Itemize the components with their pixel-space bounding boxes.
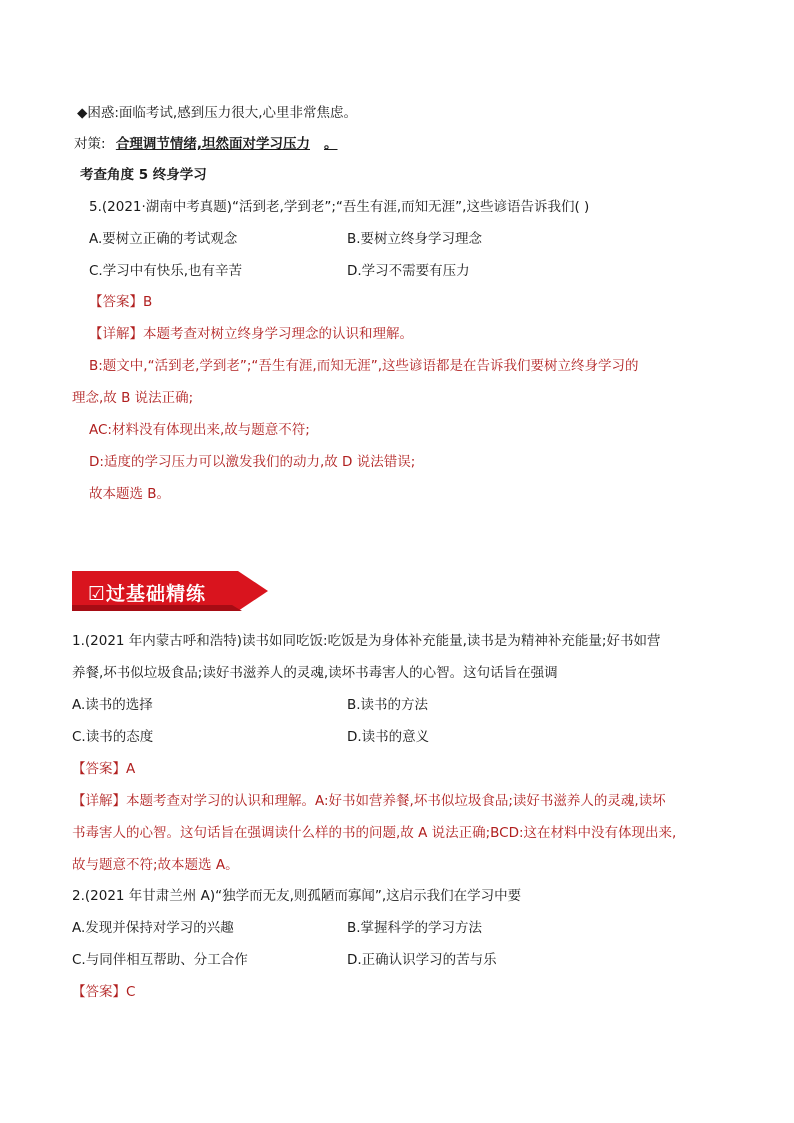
q5-expl-1: B:题文中,“活到老,学到老”;“吾生有涯,而知无涯”,这些谚语都是在告诉我们要树立终身学习的 [89,358,639,374]
q1-stem-line-2: 养餐,坏书似垃圾食品;读好书滋养人的灵魂,读坏书毒害人的心智。这句话旨在强调 [72,665,558,681]
banner-title [88,579,206,606]
q2-answer: 【答案】C [72,984,136,1000]
q1-detail-1: 【详解】本题考查对学习的认识和理解。A:好书如营养餐,坏书似垃圾食品;读好书滋养人的灵魂,读坏 [72,793,666,809]
q2-option-b: B.掌握科学的学习方法 [347,920,483,936]
q5-stem: 5.(2021·湖南中考真题)“活到老,学到老”;“吾生有涯,而知无涯”,这些谚语告诉我们( ) [89,199,590,215]
q1-detail-3: 故与题意不符;故本题选 A。 [72,857,239,873]
q5-expl-5: 故本题选 B。 [89,486,171,502]
q1-option-b: B.读书的方法 [347,697,429,713]
strategy-line [74,134,338,154]
strategy-label: 对策: [74,136,106,152]
q1-option-c: C.读书的态度 [72,729,154,745]
angle-heading: 考查角度 5 终身学习 [80,167,207,183]
q1-detail-2: 书毒害人的心智。这句话旨在强调读什么样的书的问题,故 A 说法正确;BCD:这在材料中没有体现出来, [72,825,677,841]
q5-option-c: C.学习中有快乐,也有辛苦 [89,263,243,279]
q1-option-a: A.读书的选择 [72,697,153,713]
strategy-end: 。 [324,136,338,152]
q2-option-d: D.正确认识学习的苦与乐 [347,952,497,968]
section-banner [72,571,268,611]
q5-expl-2: 理念,故 B 说法正确; [72,390,194,406]
strategy-answer: 合理调节情绪,坦然面对学习压力 [115,136,310,152]
checkbox-icon: ☑ [88,583,107,605]
q1-stem-line-1: 1.(2021 年内蒙古呼和浩特)读书如同吃饭:吃饭是为身体补充能量,读书是为精神补充能量;好书如营 [72,633,661,649]
q1-answer: 【答案】A [72,761,136,777]
q2-option-a: A.发现并保持对学习的兴趣 [72,920,234,936]
q2-stem: 2.(2021 年甘肃兰州 A)“独学而无友,则孤陋而寡闻”,这启示我们在学习中要 [72,888,522,904]
q5-answer: 【答案】B [89,294,153,310]
banner-title-text: 过基础精练 [106,583,207,605]
q1-option-d: D.读书的意义 [347,729,430,745]
q5-detail: 【详解】本题考查对树立终身学习理念的认识和理解。 [89,326,413,342]
q5-option-b: B.要树立终身学习理念 [347,231,483,247]
q5-option-a: A.要树立正确的考试观念 [89,231,238,247]
q5-option-d: D.学习不需要有压力 [347,263,470,279]
confusion-line: ◆困惑:面临考试,感到压力很大,心里非常焦虑。 [77,105,358,121]
q2-option-c: C.与同伴相互帮助、分工合作 [72,952,248,968]
q5-expl-4: D:适度的学习压力可以激发我们的动力,故 D 说法错误; [89,454,416,470]
q5-expl-3: AC:材料没有体现出来,故与题意不符; [89,422,310,438]
